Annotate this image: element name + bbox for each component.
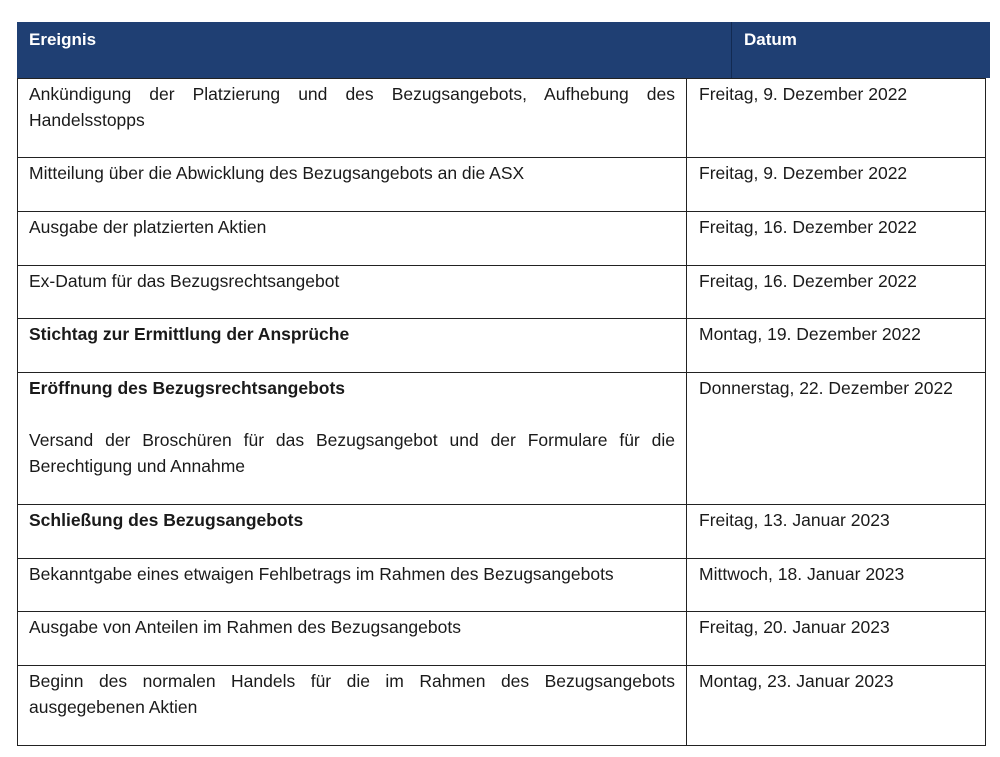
table-row xyxy=(18,559,986,612)
event-cell xyxy=(18,373,687,505)
event-cell: Stichtag zur Ermittlung der Ansprüche xyxy=(18,319,687,373)
header-event: Ereignis xyxy=(29,30,97,49)
date-cell: Montag, 23. Januar 2023 xyxy=(687,666,986,746)
table-row xyxy=(18,266,986,319)
date-cell: Freitag, 16. Dezember 2022 xyxy=(687,212,986,266)
date-cell: Freitag, 9. Dezember 2022 xyxy=(687,79,986,158)
header-divider xyxy=(731,22,732,78)
header-date: Datum xyxy=(744,30,797,49)
date-cell: Mittwoch, 18. Januar 2023 xyxy=(687,559,986,612)
date-cell: Freitag, 9. Dezember 2022 xyxy=(687,158,986,212)
event-cell: Bekanntgabe eines etwaigen Fehlbetrags im Rahmen des Bezugsangebots xyxy=(18,559,687,612)
table-row xyxy=(18,158,986,212)
event-cell: Ex-Datum für das Bezugsrechtsangebot xyxy=(18,266,687,319)
table-row xyxy=(18,319,986,373)
table-row xyxy=(18,79,986,158)
event-cell: Beginn des normalen Handels für die im Rahmen des Bezugsangebots ausgegebenen Aktien xyxy=(18,666,687,746)
table-row xyxy=(18,612,986,666)
event-cell: Ankündigung der Platzierung und des Bezugsangebots, Aufhebung des Handelsstopps xyxy=(18,79,687,158)
schedule-table xyxy=(17,78,986,746)
event-title: Eröffnung des Bezugsrechtsangebots xyxy=(29,378,346,398)
table-row xyxy=(18,505,986,559)
table-row xyxy=(18,666,986,746)
event-cell: Ausgabe von Anteilen im Rahmen des Bezugsangebots xyxy=(18,612,687,666)
event-cell: Ausgabe der platzierten Aktien xyxy=(18,212,687,266)
table-row xyxy=(18,212,986,266)
table-header xyxy=(17,22,990,78)
date-cell: Freitag, 13. Januar 2023 xyxy=(687,505,986,559)
event-cell: Mitteilung über die Abwicklung des Bezugsangebots an die ASX xyxy=(18,158,687,212)
event-cell: Schließung des Bezugsangebots xyxy=(18,505,687,559)
date-cell: Freitag, 20. Januar 2023 xyxy=(687,612,986,666)
event-detail: Versand der Broschüren für das Bezugsangebot und der Formulare für die Berechtigung und Annahme xyxy=(29,430,675,476)
date-cell: Freitag, 16. Dezember 2022 xyxy=(687,266,986,319)
date-cell: Donnerstag, 22. Dezember 2022 xyxy=(687,373,986,505)
date-cell: Montag, 19. Dezember 2022 xyxy=(687,319,986,373)
table-row xyxy=(18,373,986,505)
